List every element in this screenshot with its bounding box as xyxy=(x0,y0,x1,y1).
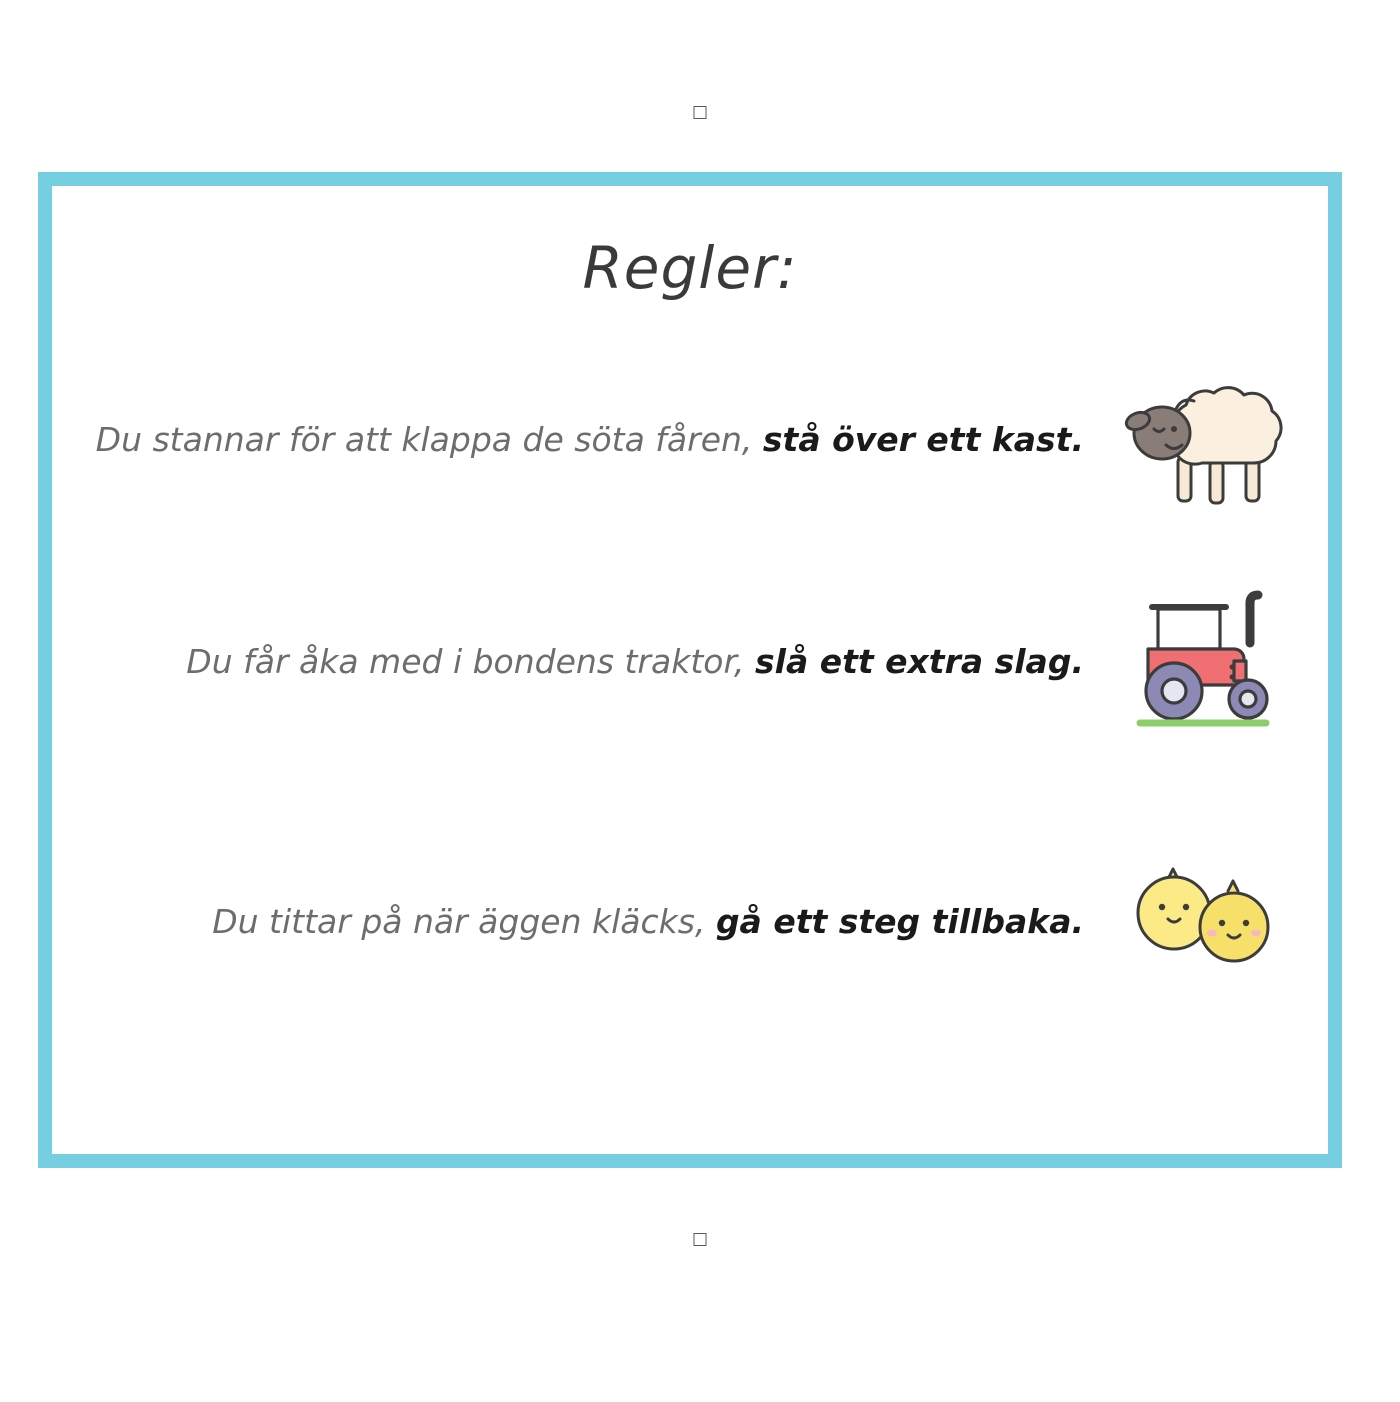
rule-row xyxy=(52,846,1328,996)
rule-text-2-bold: slå ett extra slag. xyxy=(755,641,1084,681)
rule-text-1-bold: stå över ett kast. xyxy=(762,419,1084,459)
resize-handle-top[interactable] xyxy=(694,106,707,119)
rule-text-2 xyxy=(52,642,1112,681)
chicks-icon xyxy=(1112,846,1302,996)
rules-slide[interactable] xyxy=(38,172,1342,1168)
tractor-icon xyxy=(1112,586,1302,736)
rule-text-3-bold: gå ett steg tillbaka. xyxy=(715,901,1084,941)
resize-handle-bottom[interactable] xyxy=(694,1233,707,1246)
rule-row xyxy=(52,586,1328,736)
slide-content xyxy=(52,186,1328,1154)
rule-text-2-normal: Du får åka med i bondens traktor, xyxy=(186,641,745,681)
page-title: Regler: xyxy=(582,234,798,302)
sheep-icon xyxy=(1112,364,1302,514)
rule-text-3-normal: Du tittar på när äggen kläcks, xyxy=(212,901,706,941)
rule-text-3 xyxy=(52,902,1112,941)
rule-row xyxy=(52,364,1328,514)
rule-text-1 xyxy=(52,420,1112,459)
rule-text-1-normal: Du stannar för att klappa de söta fåren, xyxy=(95,419,753,459)
